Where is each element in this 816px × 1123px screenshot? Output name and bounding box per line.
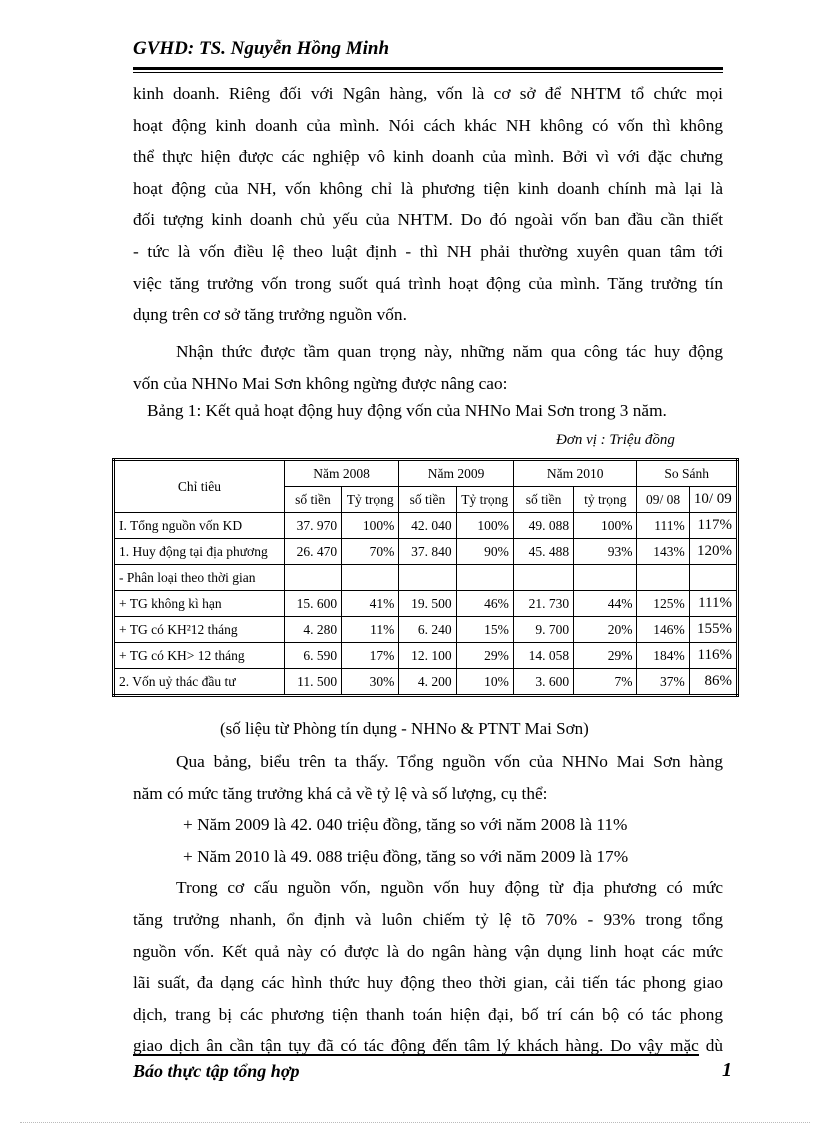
subheader-ratio: tỷ trọng (574, 487, 637, 513)
cell: 11% (342, 617, 399, 643)
text-line: hoạt động của NH, vốn không chỉ là phương tiện kinh doanh chính mà lại là (133, 178, 723, 198)
cell: 111% (637, 513, 689, 539)
table-row (114, 565, 738, 591)
cell: 100% (342, 513, 399, 539)
cell: 49. 088 (513, 513, 573, 539)
table-row (114, 539, 738, 565)
table-row (114, 643, 738, 669)
subheader-amount: số tiền (399, 487, 456, 513)
cell: 20% (574, 617, 637, 643)
cell: 30% (342, 669, 399, 696)
cell: 9. 700 (513, 617, 573, 643)
subheader-ratio: Tỷ trọng (456, 487, 513, 513)
cell: 86% (689, 669, 737, 696)
text-line: vốn của NHNo Mai Sơn không ngừng được nâng cao: (133, 373, 508, 393)
cell: 6. 590 (284, 643, 341, 669)
cell: 10% (456, 669, 513, 696)
paragraph-1 (133, 78, 723, 331)
cell: 26. 470 (284, 539, 341, 565)
text-line: năm có mức tăng trưởng khá cả về tỷ lệ và số lượng, cụ thể: (133, 783, 548, 803)
cell (637, 565, 689, 591)
subheader-amount: số tiền (513, 487, 573, 513)
cell: 100% (456, 513, 513, 539)
table-row (114, 591, 738, 617)
table-caption: Bảng 1: Kết quả hoạt động huy động vốn của NHNo Mai Sơn trong 3 năm. (147, 401, 667, 420)
text-line: lãi suất, đa dạng các hình thức huy động theo thời gian, cải tiến tác phong giao (133, 973, 723, 993)
cell (399, 565, 456, 591)
cell: 12. 100 (399, 643, 456, 669)
cell: 7% (574, 669, 637, 696)
header-year-2008: Năm 2008 (284, 460, 399, 487)
text-line: + Năm 2009 là 42. 040 triệu đồng, tăng so với năm 2008 là 11% (183, 815, 628, 835)
cell: 6. 240 (399, 617, 456, 643)
text-line: nguồn vốn. Kết quả này có được là do ngân hàng vận dụng linh hoạt các mức (133, 941, 723, 961)
text-line: giao dịch ân cần tận tụy đã có tác động đến tâm lý khách hàng. Do vậy mặc dù (133, 1036, 723, 1056)
text-line: đối tượng kinh doanh chủ yếu của NHTM. Do đó ngoài vốn ban đầu cần thiết (133, 210, 723, 230)
table-unit: Đơn vị : Triệu đồng (556, 432, 675, 448)
cell: 17% (342, 643, 399, 669)
text-line: Qua bảng, biểu trên ta thấy. Tổng nguồn vốn của NHNo Mai Sơn hàng (176, 752, 723, 771)
cell: 93% (574, 539, 637, 565)
text-line: kinh doanh. Riêng đối với Ngân hàng, vốn là cơ sở để NHTM tổ chức mọi (133, 84, 723, 103)
text-line: - tức là vốn điều lệ theo luật định - thì NH phải thường xuyên quan tâm tới (133, 241, 723, 261)
cell: 111% (689, 591, 737, 617)
table-row (114, 669, 738, 696)
cell (342, 565, 399, 591)
text-line: dụng trên cơ sở tăng trưởng nguồn vốn. (133, 305, 407, 325)
cell: 41% (342, 591, 399, 617)
row-label: 2. Vốn uỷ thác đầu tư (114, 669, 285, 696)
cell: 11. 500 (284, 669, 341, 696)
text-line: dịch, trang bị các phương tiện thanh toán hiện đại, bố trí cán bộ có tác phong (133, 1004, 723, 1024)
table-row (114, 513, 738, 539)
paragraph-3 (133, 746, 723, 1062)
footer-title: Báo thực tập tổng hợp (133, 1061, 300, 1081)
cell: 37% (637, 669, 689, 696)
cell: 19. 500 (399, 591, 456, 617)
cell: 46% (456, 591, 513, 617)
text-line: thể thực hiện được các nghiệp vô kinh doanh của mình. Bởi vì với đặc chưng (133, 147, 723, 167)
cell: 14. 058 (513, 643, 573, 669)
cell: 117% (689, 513, 737, 539)
text-line: hoạt động kinh doanh của mình. Nói cách khác NH không có vốn thì không (133, 115, 723, 135)
page-header-title: GVHD: TS. Nguyễn Hồng Minh (133, 38, 390, 59)
row-label: + TG có KH> 12 tháng (114, 643, 285, 669)
cell: 44% (574, 591, 637, 617)
cell: 15. 600 (284, 591, 341, 617)
cell: 21. 730 (513, 591, 573, 617)
cell: 100% (574, 513, 637, 539)
cell: 4. 280 (284, 617, 341, 643)
text-line: tăng trưởng nhanh, ổn định và luôn chiếm tỷ lệ tõ 70% - 93% trong tổng (133, 909, 723, 929)
row-label: 1. Huy động tại địa phương (114, 539, 285, 565)
cell: 120% (689, 539, 737, 565)
row-label: + TG có KH²12 tháng (114, 617, 285, 643)
table-source: (số liệu từ Phòng tín dụng - NHNo & PTNT Mai Sơn) (220, 719, 589, 738)
header-rule (133, 67, 723, 73)
paragraph-2 (133, 336, 723, 399)
cell: 116% (689, 643, 737, 669)
text-line: Trong cơ cấu nguồn vốn, nguồn vốn huy động từ địa phương có mức (176, 878, 723, 898)
text-line: + Năm 2010 là 49. 088 triệu đồng, tăng so với năm 2009 là 17% (183, 846, 629, 866)
cell (456, 565, 513, 591)
table-header-row (114, 460, 738, 487)
cell: 184% (637, 643, 689, 669)
header-year-2010: Năm 2010 (513, 460, 637, 487)
row-label: - Phân loại theo thời gian (114, 565, 285, 591)
header-indicator: Chỉ tiêu (114, 460, 285, 513)
cell (284, 565, 341, 591)
table-row (114, 617, 738, 643)
cell: 125% (637, 591, 689, 617)
cell (574, 565, 637, 591)
cell: 15% (456, 617, 513, 643)
cell (513, 565, 573, 591)
cell: 70% (342, 539, 399, 565)
subheader-compare: 10/ 09 (689, 487, 737, 513)
cell: 37. 840 (399, 539, 456, 565)
subheader-compare: 09/ 08 (637, 487, 689, 513)
cell: 29% (574, 643, 637, 669)
cell: 29% (456, 643, 513, 669)
page-number: 1 (722, 1059, 732, 1081)
header-year-2009: Năm 2009 (399, 460, 514, 487)
cell: 37. 970 (284, 513, 341, 539)
header-compare: So Sánh (637, 460, 738, 487)
cell: 42. 040 (399, 513, 456, 539)
capital-mobilization-table (112, 458, 739, 697)
cell: 3. 600 (513, 669, 573, 696)
cell: 4. 200 (399, 669, 456, 696)
text-line: việc tăng trưởng vốn trong suốt quá trình hoạt động của mình. Tăng trưởng tín (133, 273, 723, 293)
cell: 143% (637, 539, 689, 565)
subheader-amount: số tiền (284, 487, 341, 513)
cell (689, 565, 737, 591)
text-line: Nhận thức được tầm quan trọng này, những năm qua công tác huy động (176, 342, 723, 361)
row-label: + TG không kì hạn (114, 591, 285, 617)
footer-rule (133, 1054, 699, 1056)
cell: 146% (637, 617, 689, 643)
cell: 45. 488 (513, 539, 573, 565)
cell: 155% (689, 617, 737, 643)
subheader-ratio: Tỷ trọng (342, 487, 399, 513)
cell: 90% (456, 539, 513, 565)
row-label: I. Tổng nguồn vốn KD (114, 513, 285, 539)
